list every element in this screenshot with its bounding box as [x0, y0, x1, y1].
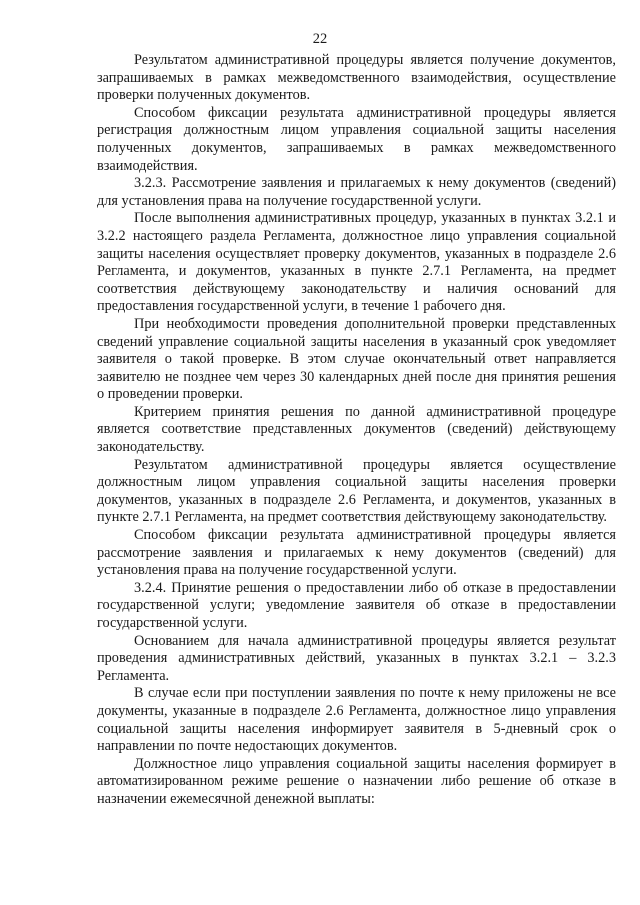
paragraph: Способом фиксации результата административной процедуры является рассмотрение заявления и прилагаемых к нему документов (сведений) для установления права на получение государственной услуги. [97, 527, 616, 579]
paragraph: Результатом административной процедуры является осуществление должностным лицом управления социальной защиты населения проверки документов, указанных в подразделе 2.6 Регламента, и документов, указанных в пункте 2.7.1 Регламента, на предмет соответствия действующему законодательству. [97, 456, 616, 526]
paragraph: Результатом административной процедуры является получение документов, запрашиваемых в рамках межведомственного взаимодействия, осуществление проверки полученных документов. [97, 52, 616, 104]
paragraph: Должностное лицо управления социальной защиты населения формирует в автоматизированном режиме решение о назначении либо решение об отказе в назначении ежемесячной денежной выплаты: [97, 755, 616, 807]
paragraph: Основанием для начала административной процедуры является результат проведения административных действий, указанных в пунктах 3.2.1 – 3.2.3 Регламента. [97, 632, 616, 684]
paragraph: При необходимости проведения дополнительной проверки представленных сведений управление социальной защиты населения в указанный срок уведомляет заявителя о такой проверке. В этом случае окончательный ответ направляется заявителю не позднее чем через 30 календарных дней после дня принятия решения о проведении проверки. [97, 315, 616, 403]
paragraph: После выполнения административных процедур, указанных в пунктах 3.2.1 и 3.2.2 настоящего раздела Регламента, должностное лицо управления социальной защиты населения осуществляет проверку документов, указанных в подразделе 2.6 Регламента, и документов, указанных в пункте 2.7.1 Регламента, на предмет соответствия действующему законодательству и наличия оснований для предоставления государственной услуги, в течение 1 рабочего дня. [97, 210, 616, 315]
document-body [97, 52, 616, 809]
section-heading-3-2-4: 3.2.4. Принятие решения о предоставлении либо об отказе в предоставлении государственной услуги; уведомление заявителя об отказе в предоставлении государственной услуги. [97, 579, 616, 631]
paragraph: Способом фиксации результата административной процедуры является регистрация должностным лицом управления социальной защиты населения полученных документов, запрашиваемых в рамках межведомственного взаимодействия. [97, 104, 616, 174]
section-heading-3-2-3: 3.2.3. Рассмотрение заявления и прилагаемых к нему документов (сведений) для установления права на получение государственной услуги. [97, 175, 616, 209]
paragraph: Критерием принятия решения по данной административной процедуре является соответствие представленных документов (сведений) действующему законодательству. [97, 403, 616, 456]
paragraph: В случае если при поступлении заявления по почте к нему приложены не все документы, указанные в подразделе 2.6 Регламента, должностное лицо управления социальной защиты населения информирует заявителя в 5-дневный срок о направлении по почте недостающих документов. [97, 685, 616, 755]
page-number: 22 [312, 31, 328, 47]
